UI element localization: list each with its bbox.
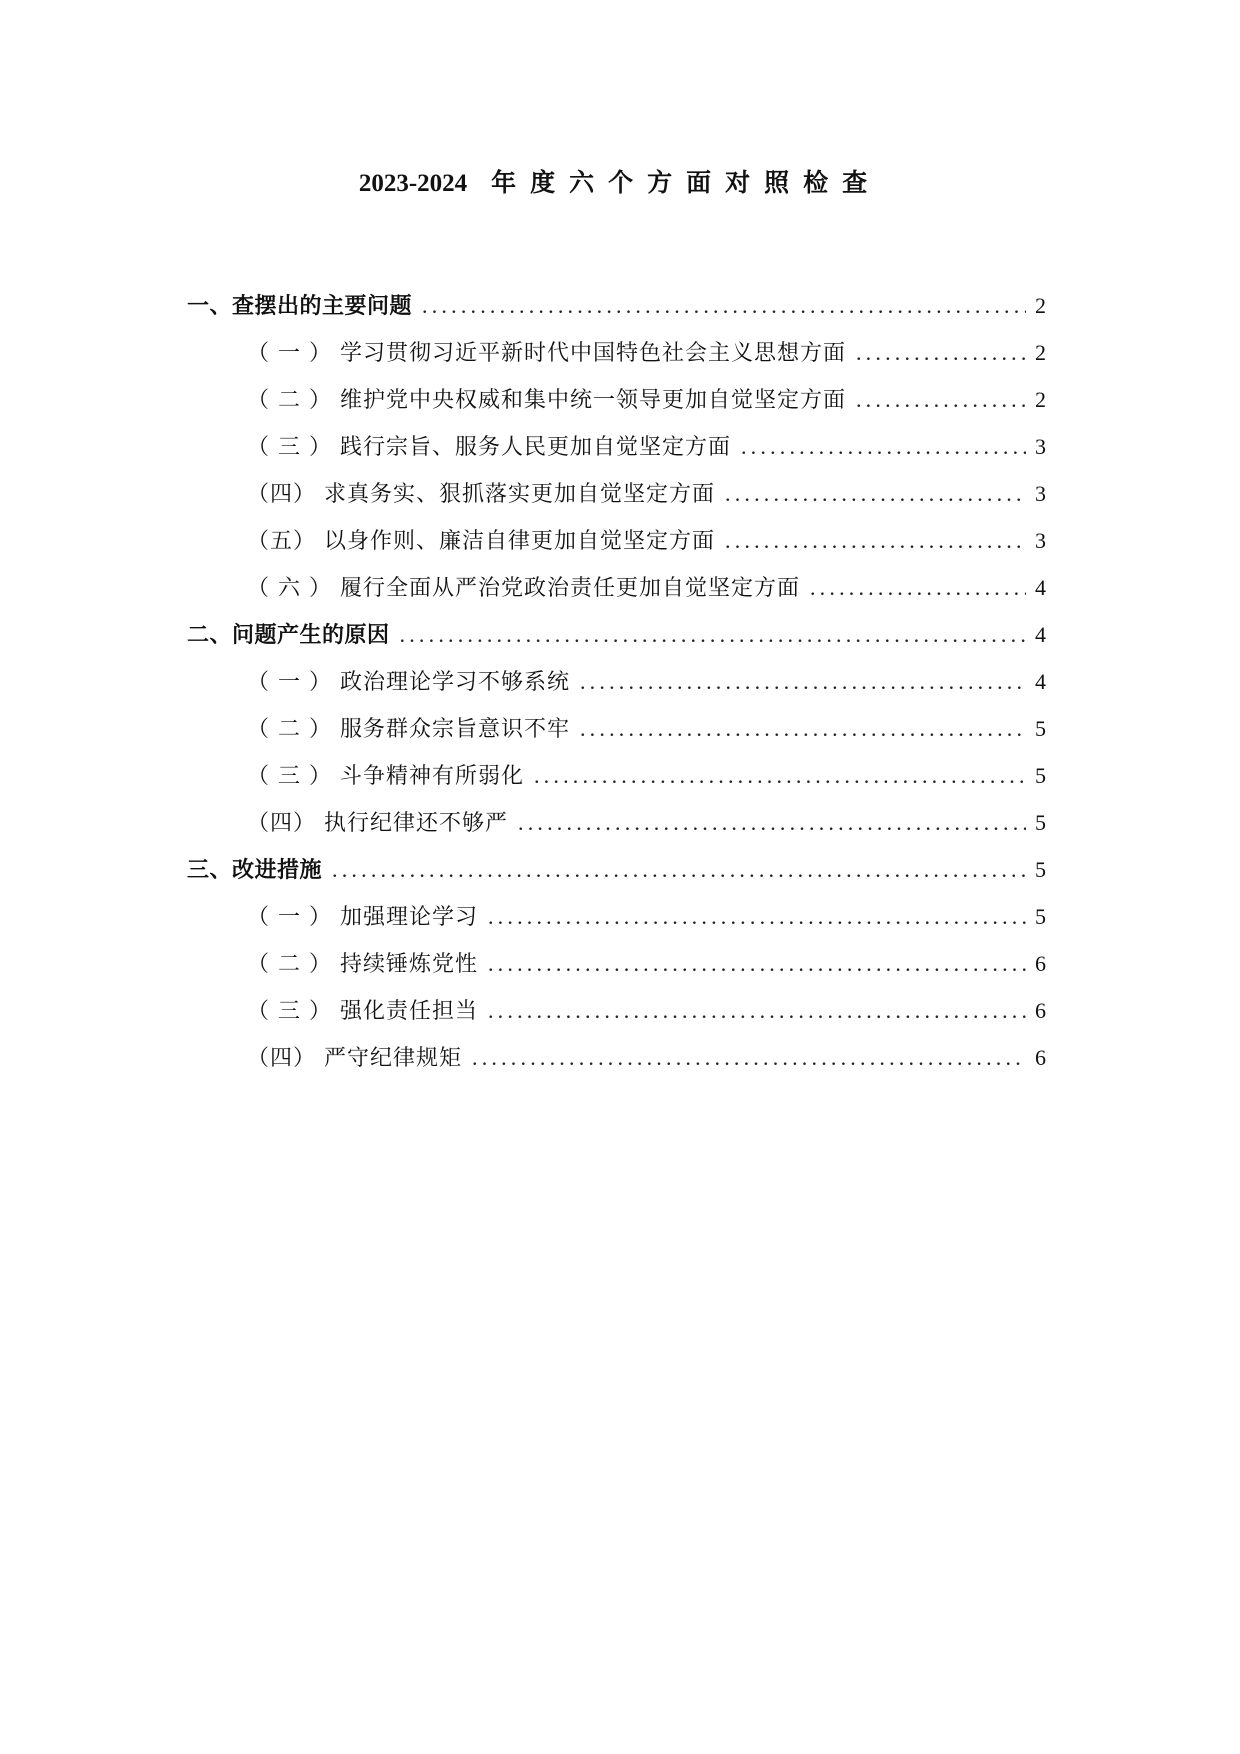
toc-entry-label: （ 三 ） 强化责任担当 xyxy=(247,999,478,1024)
toc-page-number: 5 xyxy=(1035,716,1046,741)
toc-page-number: 2 xyxy=(1035,293,1046,318)
toc-leader-dots xyxy=(534,759,1026,793)
toc-entry-2-1[interactable] xyxy=(247,665,1046,699)
toc-entry-3-2[interactable] xyxy=(247,947,1046,981)
toc-page-number: 5 xyxy=(1035,857,1046,882)
toc-entry-3-4[interactable] xyxy=(247,1041,1046,1075)
toc-leader-dots xyxy=(400,618,1026,652)
toc-leader-dots xyxy=(488,900,1026,934)
toc-entry-label: （ 三 ） 践行宗旨、服务人民更加自觉坚定方面 xyxy=(247,435,731,460)
toc-page-number: 6 xyxy=(1035,951,1046,976)
toc-entry-1-6[interactable] xyxy=(247,571,1046,605)
toc-entry-2-3[interactable] xyxy=(247,759,1046,793)
toc-entry-label: 一、查摆出的主要问题 xyxy=(187,293,413,319)
toc-entry-3-3[interactable] xyxy=(247,994,1046,1028)
toc-leader-dots xyxy=(856,383,1026,417)
document-title xyxy=(0,166,1240,201)
toc-leader-dots xyxy=(422,289,1026,323)
toc-entry-label: 二、问题产生的原因 xyxy=(187,622,390,648)
toc-entry-1-5[interactable] xyxy=(247,524,1046,558)
toc-entry-label: （ 六 ） 履行全面从严治党政治责任更加自觉坚定方面 xyxy=(247,576,800,601)
toc-entry-label: （ 三 ） 斗争精神有所弱化 xyxy=(247,764,524,789)
toc-leader-dots xyxy=(810,571,1026,605)
toc-entry-label: （四） 求真务实、狠抓落实更加自觉坚定方面 xyxy=(247,482,715,507)
toc-leader-dots xyxy=(580,665,1026,699)
toc-entry-2-4[interactable] xyxy=(247,806,1046,840)
toc-page-number: 5 xyxy=(1035,763,1046,788)
toc-entry-1-1[interactable] xyxy=(247,336,1046,370)
toc-entry-label: （ 一 ） 学习贯彻习近平新时代中国特色社会主义思想方面 xyxy=(247,341,846,366)
toc-page-number: 5 xyxy=(1035,904,1046,929)
toc-leader-dots xyxy=(725,477,1026,511)
toc-entry-1-3[interactable] xyxy=(247,430,1046,464)
document-title-year: 2023-2024 xyxy=(358,170,468,197)
toc-page-number: 2 xyxy=(1035,340,1046,365)
toc-leader-dots xyxy=(518,806,1026,840)
toc-entry-1-4[interactable] xyxy=(247,477,1046,511)
toc-entry-section-2[interactable] xyxy=(187,618,1046,652)
toc-page-number: 4 xyxy=(1035,669,1046,694)
toc-entry-label: （ 一 ） 加强理论学习 xyxy=(247,905,478,930)
toc-leader-dots xyxy=(725,524,1026,558)
toc-entry-label: （四） 执行纪律还不够严 xyxy=(247,811,508,836)
toc-entry-label: （五） 以身作则、廉洁自律更加自觉坚定方面 xyxy=(247,529,715,554)
toc-entry-label: （四） 严守纪律规矩 xyxy=(247,1046,462,1071)
toc-entry-label: 三、改进措施 xyxy=(187,857,323,883)
toc-page-number: 5 xyxy=(1035,810,1046,835)
toc-page-number: 6 xyxy=(1035,1045,1046,1070)
toc-entry-label: （ 一 ） 政治理论学习不够系统 xyxy=(247,670,570,695)
toc-page-number: 3 xyxy=(1035,434,1046,459)
toc-entry-label: （ 二 ） 服务群众宗旨意识不牢 xyxy=(247,717,570,742)
toc-entry-1-2[interactable] xyxy=(247,383,1046,417)
toc-leader-dots xyxy=(488,947,1026,981)
toc-entry-label: （ 二 ） 持续锤炼党性 xyxy=(247,952,478,977)
toc-leader-dots xyxy=(488,994,1026,1028)
toc-page-number: 3 xyxy=(1035,481,1046,506)
toc-entry-3-1[interactable] xyxy=(247,900,1046,934)
toc-entry-2-2[interactable] xyxy=(247,712,1046,746)
toc-page-number: 3 xyxy=(1035,528,1046,553)
document-title-text: 年度六个方面对照检查 xyxy=(491,168,882,197)
toc-leader-dots xyxy=(856,336,1026,370)
toc-leader-dots xyxy=(472,1041,1026,1075)
toc-leader-dots xyxy=(580,712,1026,746)
toc-entry-label: （ 二 ） 维护党中央权威和集中统一领导更加自觉坚定方面 xyxy=(247,388,846,413)
toc-leader-dots xyxy=(332,853,1026,887)
toc-page-number: 2 xyxy=(1035,387,1046,412)
toc-entry-section-3[interactable] xyxy=(187,853,1046,887)
toc-page-number: 4 xyxy=(1035,575,1046,600)
toc-leader-dots xyxy=(741,430,1026,464)
toc-page-number: 6 xyxy=(1035,998,1046,1023)
toc-entry-section-1[interactable] xyxy=(187,289,1046,323)
toc-page-number: 4 xyxy=(1035,622,1046,647)
